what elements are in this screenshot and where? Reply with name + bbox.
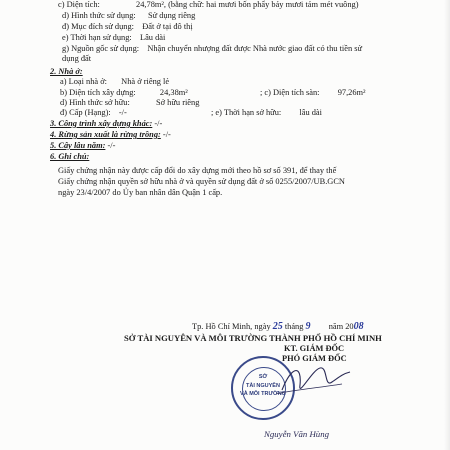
seal-line-3: VÀ MÔI TRƯỜNG: [240, 391, 286, 397]
land-origin-label: g) Nguồn gốc sử dụng:: [62, 44, 140, 53]
notes-line-1: Giấy chứng nhận này được cấp đổi do xây dựng mới theo hồ sơ số 391, để thay thế: [58, 166, 337, 175]
house-build-area-value: 24,38m²: [159, 88, 188, 97]
notes-line-2: Giấy chứng nhận quyền sở hữu nhà ở và quyền sử dụng đất ở số 0255/2007/UB.GCN: [58, 177, 345, 186]
land-use-form-row: [62, 11, 195, 21]
land-origin-row: [62, 44, 362, 54]
perennial-trees-label: 5. Cây lâu năm:: [50, 141, 106, 150]
house-grade-value: -/-: [118, 108, 127, 117]
land-origin-row-2: [62, 54, 91, 64]
land-area-row: [58, 0, 359, 10]
land-use-form-label: d) Hình thức sử dụng:: [62, 11, 136, 20]
perennial-trees-value: -/-: [107, 141, 116, 150]
land-area-value: 24,78m², (bằng chữ: hai mươi bốn phẩy bảy mươi tám mét vuông): [136, 0, 359, 9]
other-construction-label: 3. Công trình xây dựng khác:: [50, 119, 153, 128]
house-term-value: lâu dài: [299, 108, 322, 117]
land-term-label: e) Thời hạn sử dụng:: [62, 33, 132, 42]
date-year: 08: [353, 321, 364, 332]
seal-line-2: TÀI NGUYÊN: [246, 383, 280, 389]
land-purpose-label: đ) Mục đích sử dụng:: [62, 22, 134, 31]
house-ownership-label: d) Hình thức sở hữu:: [60, 98, 130, 107]
signature-scribble: [262, 360, 357, 400]
date-day: 25: [272, 321, 283, 332]
seal-line-1: SỞ: [258, 374, 268, 380]
other-construction-row: [50, 119, 162, 129]
notes-line-3: ngày 23/4/2007 do Ủy ban nhân dân Quận 1 cấp.: [58, 188, 223, 197]
place-date-prefix: Tp. Hồ Chí Minh, ngày: [192, 322, 271, 331]
house-build-area-row: [60, 88, 366, 98]
land-use-form-value: Sử dụng riêng: [147, 11, 196, 20]
land-purpose-row: [62, 22, 193, 32]
house-type-value: Nhà ở riêng lẻ: [121, 77, 170, 86]
page-edge-shadow: [444, 0, 450, 450]
date-year-word: năm 20: [328, 322, 354, 331]
issuing-agency: SỞ TÀI NGUYÊN VÀ MÔI TRƯỜNG THÀNH PHỐ HỒ CHÍ MINH: [124, 333, 382, 343]
house-type-label: a) Loại nhà ở:: [60, 77, 107, 86]
house-build-area-label: b) Diện tích xây dựng:: [60, 88, 136, 97]
land-origin-value-cont: dụng đất: [62, 54, 92, 63]
signer-name: Nguyễn Văn Hùng: [264, 429, 329, 439]
land-term-value: Lâu dài: [139, 33, 166, 42]
land-term-row: [62, 33, 165, 43]
other-construction-value: -/-: [154, 119, 163, 128]
deputy-director: PHÓ GIÁM ĐỐC: [282, 354, 347, 363]
planted-forest-value: -/-: [162, 130, 171, 139]
house-ownership-row: [60, 98, 199, 108]
land-purpose-value: Đất ở tại đô thị: [142, 22, 193, 31]
house-term-label: ; e) Thời hạn sở hữu:: [210, 108, 282, 117]
date-month: 9: [305, 321, 311, 332]
house-heading: 2. Nhà ở:: [50, 67, 83, 76]
planted-forest-label: 4. Rừng sản xuất là rừng trồng:: [50, 130, 161, 139]
planted-forest-row: [50, 130, 171, 140]
perennial-trees-row: [50, 141, 115, 151]
house-grade-row: [60, 108, 322, 118]
house-floor-area-value: 97,26m²: [337, 88, 366, 97]
land-area-label: c) Diện tích:: [58, 0, 100, 9]
land-origin-value: Nhận chuyển nhượng đất được Nhà nước giao đất có thu tiền sử: [147, 44, 363, 53]
house-ownership-value: Sở hữu riêng: [156, 98, 200, 107]
place-date: [192, 322, 364, 332]
notes-heading: 6. Ghi chú:: [50, 152, 90, 161]
kt-director: KT. GIÁM ĐỐC: [284, 344, 345, 353]
house-floor-area-label: ; c) Diện tích sàn:: [259, 88, 320, 97]
house-type-row: [60, 77, 169, 87]
date-month-word: tháng: [284, 322, 304, 331]
house-grade-label: đ) Cấp (Hạng):: [60, 108, 111, 117]
